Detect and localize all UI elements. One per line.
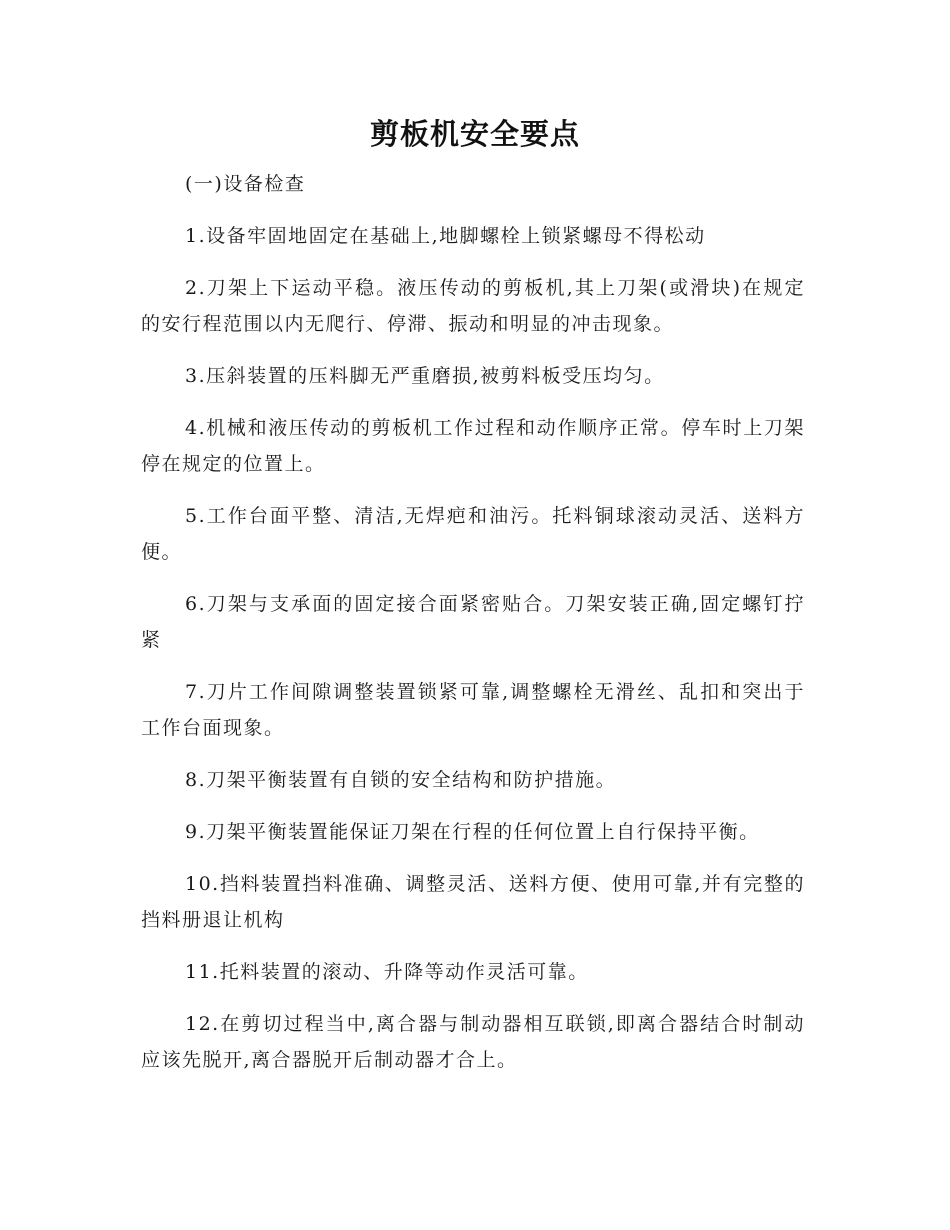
paragraph-item-2: 2.刀架上下运动平稳。液压传动的剪板机,其上刀架(或滑块)在规定的安行程范围以内无爬行、停滞、振动和明显的冲击现象。 [141,277,805,335]
document-body [141,166,805,1094]
paragraph-item-12: 12.在剪切过程当中,离合器与制动器相互联锁,即离合器结合时制动应该先脱开,离合器脱开后制动器才合上。 [141,1013,805,1071]
paragraph-item-6: 6.刀架与支承面的固定接合面紧密贴合。刀架安装正确,固定螺钉拧紧 [141,593,805,651]
section-heading: (一)设备检查 [185,173,306,195]
paragraph-item-11: 11.托料装置的滚动、升降等动作灵活可靠。 [185,961,589,983]
paragraph-item-9: 9.刀架平衡装置能保证刀架在行程的任何位置上自行保持平衡。 [185,821,760,843]
paragraph-item-5: 5.工作台面平整、清洁,无焊疤和油污。托料铜球滚动灵活、送料方便。 [141,505,805,563]
paragraph-item-3: 3.压斜装置的压料脚无严重磨损,被剪料板受压均匀。 [185,365,665,387]
document-title: 剪板机安全要点 [369,117,580,151]
paragraph-item-4: 4.机械和液压传动的剪板机工作过程和动作顺序正常。停车时上刀架停在规定的位置上。 [141,417,805,475]
paragraph-item-10: 10.挡料装置挡料准确、调整灵活、送料方便、使用可靠,并有完整的挡料册退让机构 [141,873,805,931]
paragraph-item-8: 8.刀架平衡装置有自锁的安全结构和防护措施。 [185,769,617,791]
paragraph-item-7: 7.刀片工作间隙调整装置锁紧可靠,调整螺栓无滑丝、乱扣和突出于工作台面现象。 [141,681,805,739]
paragraph-item-1: 1.设备牢固地固定在基础上,地脚螺栓上锁紧螺母不得松动 [185,225,706,247]
